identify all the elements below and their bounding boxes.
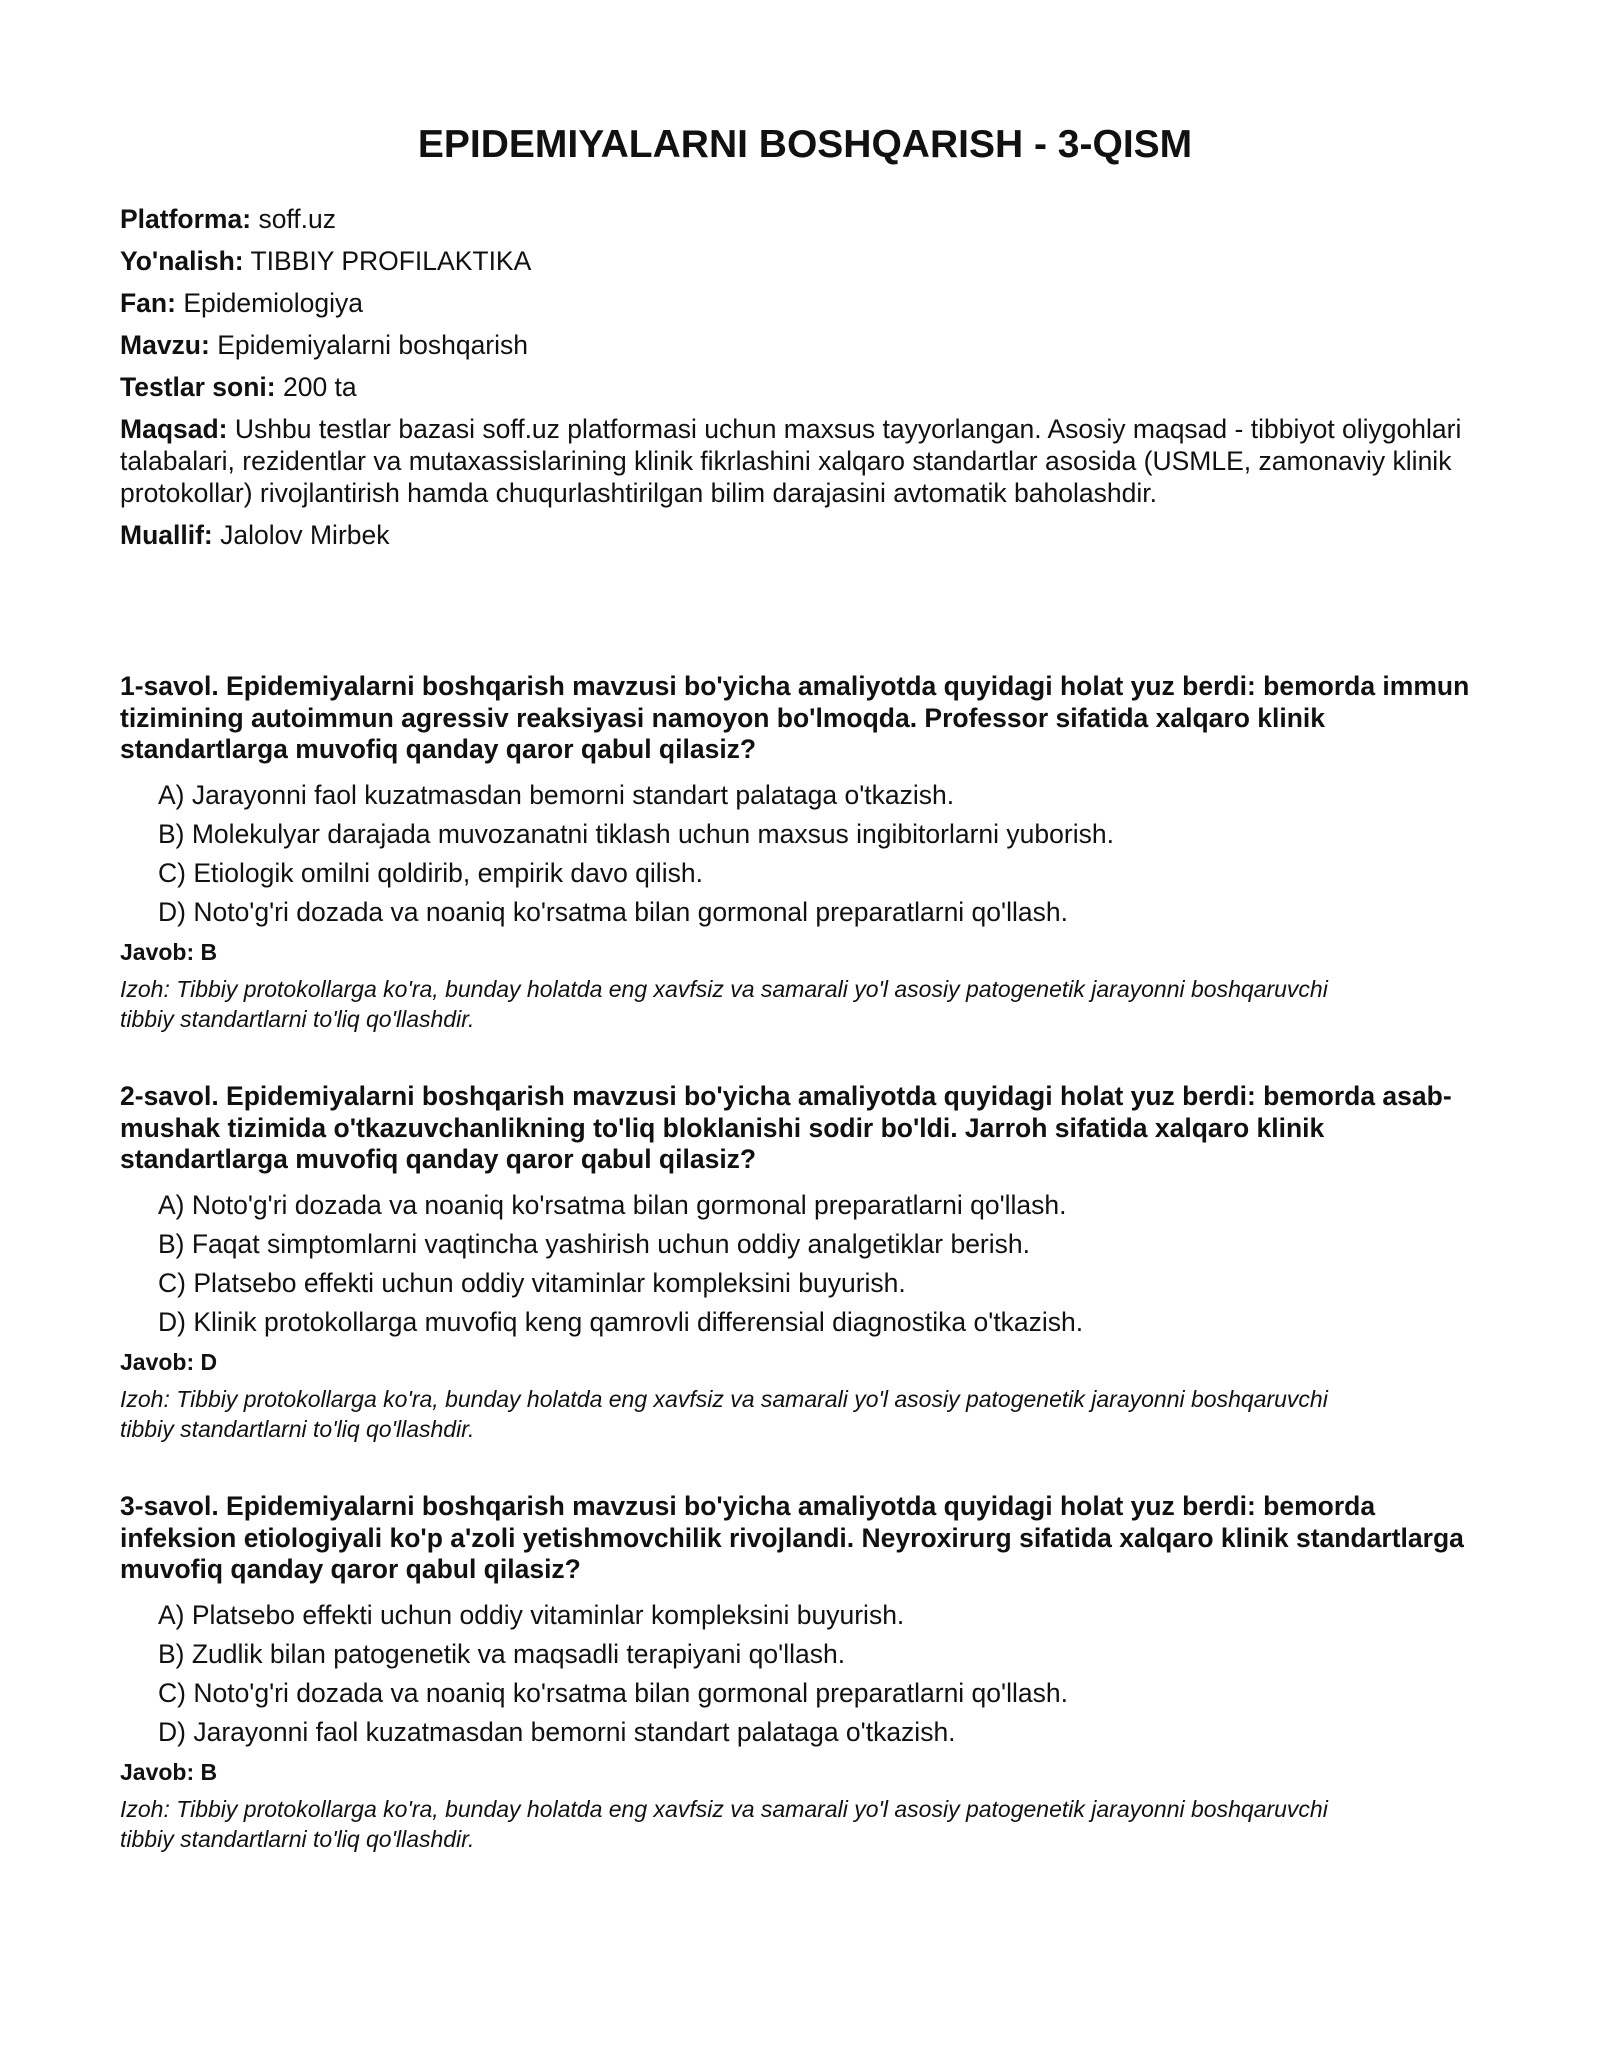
meta-label: Maqsad: bbox=[120, 414, 228, 444]
option-a: A) Jarayonni faol kuzatmasdan bemorni standart palataga o'tkazish. bbox=[158, 779, 955, 810]
option-d: D) Noto'g'ri dozada va noaniq ko'rsatma bilan gormonal preparatlarni qo'llash. bbox=[158, 896, 1068, 927]
meta-label: Muallif: bbox=[120, 520, 213, 550]
option-list bbox=[158, 1189, 1490, 1338]
meta-value: 200 ta bbox=[282, 372, 357, 402]
question-text: 3-savol. Epidemiyalarni boshqarish mavzusi bo'yicha amaliyotda quyidagi holat yuz berdi: bemorda infeksion etiologiyali ko'p a'zoli yetishmovchilik rivojlandi. Neyroxirurg sifatida xalqaro klinik standartlarga muvofiq qanday qaror qabul qilasiz? bbox=[120, 1491, 1464, 1584]
option-b: B) Molekulyar darajada muvozanatni tiklash uchun maxsus ingibitorlarni yuborish. bbox=[158, 818, 1114, 849]
answer-explanation: Izoh: Tibbiy protokollarga ko'ra, bunday holatda eng xavfsiz va samarali yo'l asosiy patogenetik jarayonni boshqaruvchi tibbiy standartlarni to'liq qo'llashdir. bbox=[120, 1385, 1328, 1442]
question-text: 1-savol. Epidemiyalarni boshqarish mavzusi bo'yicha amaliyotda quyidagi holat yuz berdi: bemorda immun tizimining autoimmun agressiv reaksiyasi namoyon bo'lmoqda. Professor sifatida xalqaro klinik standartlarga muvofiq qanday qaror qabul qilasiz? bbox=[120, 671, 1470, 764]
option-c: C) Etiologik omilni qoldirib, empirik davo qilish. bbox=[158, 857, 703, 888]
question-item bbox=[120, 1491, 1490, 1901]
meta-label: Mavzu: bbox=[120, 330, 210, 360]
option-c: C) Platsebo effekti uchun oddiy vitaminlar kompleksini buyurish. bbox=[158, 1267, 906, 1298]
option-list bbox=[158, 779, 1490, 928]
meta-label: Yo'nalish: bbox=[120, 246, 244, 276]
answer-key: Javob: B bbox=[120, 938, 218, 965]
meta-value: Jalolov Mirbek bbox=[220, 520, 390, 550]
answer-key: Javob: D bbox=[120, 1348, 218, 1375]
meta-direction bbox=[120, 245, 1480, 277]
question-text: 2-savol. Epidemiyalarni boshqarish mavzusi bo'yicha amaliyotda quyidagi holat yuz berdi: bemorda asab-mushak tizimida o'tkazuvchanlikning to'liq bloklanishi sodir bo'ldi. Jarroh sifatida xalqaro klinik standartlarga muvofiq qanday qaror qabul qilasiz? bbox=[120, 1081, 1452, 1174]
meta-author bbox=[120, 519, 1480, 551]
document-meta bbox=[120, 203, 1480, 561]
meta-label: Platforma: bbox=[120, 204, 252, 234]
answer-explanation: Izoh: Tibbiy protokollarga ko'ra, bunday holatda eng xavfsiz va samarali yo'l asosiy patogenetik jarayonni boshqaruvchi tibbiy standartlarni to'liq qo'llashdir. bbox=[120, 975, 1328, 1032]
meta-topic bbox=[120, 329, 1480, 361]
meta-value: Epidemiyalarni boshqarish bbox=[217, 330, 529, 360]
meta-label: Testlar soni: bbox=[120, 372, 276, 402]
document-title: EPIDEMIYALARNI BOSHQARISH - 3-QISM bbox=[417, 123, 1193, 166]
question-list bbox=[120, 671, 1490, 1901]
meta-value: soff.uz bbox=[258, 204, 337, 234]
answer-explanation: Izoh: Tibbiy protokollarga ko'ra, bunday holatda eng xavfsiz va samarali yo'l asosiy patogenetik jarayonni boshqaruvchi tibbiy standartlarni to'liq qo'llashdir. bbox=[120, 1795, 1328, 1852]
option-d: D) Jarayonni faol kuzatmasdan bemorni standart palataga o'tkazish. bbox=[158, 1716, 956, 1747]
option-d: D) Klinik protokollarga muvofiq keng qamrovli differensial diagnostika o'tkazish. bbox=[158, 1306, 1084, 1337]
meta-test-count bbox=[120, 371, 1480, 403]
option-a: A) Platsebo effekti uchun oddiy vitaminlar kompleksini buyurish. bbox=[158, 1599, 905, 1630]
meta-value: TIBBIY PROFILAKTIKA bbox=[250, 246, 532, 276]
question-item bbox=[120, 671, 1490, 1081]
meta-value: Epidemiologiya bbox=[183, 288, 364, 318]
option-b: B) Faqat simptomlarni vaqtincha yashirish uchun oddiy analgetiklar berish. bbox=[158, 1228, 1030, 1259]
answer-key: Javob: B bbox=[120, 1758, 218, 1785]
meta-subject bbox=[120, 287, 1480, 319]
meta-platform bbox=[120, 203, 1480, 235]
option-a: A) Noto'g'ri dozada va noaniq ko'rsatma bilan gormonal preparatlarni qo'llash. bbox=[158, 1189, 1067, 1220]
option-c: C) Noto'g'ri dozada va noaniq ko'rsatma bilan gormonal preparatlarni qo'llash. bbox=[158, 1677, 1068, 1708]
meta-value: Ushbu testlar bazasi soff.uz platformasi uchun maxsus tayyorlangan. Asosiy maqsad - tibbiyot oliygohlari talabalari, rezidentlar va mutaxassislarining klinik fikrlashini xalqaro standartlar asosida (USMLE, zamonaviy klinik protokollar) rivojlantirish hamda chuqurlashtirilgan bilim darajasini avtomatik baholashdir. bbox=[120, 414, 1462, 508]
option-b: B) Zudlik bilan patogenetik va maqsadli terapiyani qo'llash. bbox=[158, 1638, 846, 1669]
meta-label: Fan: bbox=[120, 288, 176, 318]
question-item bbox=[120, 1081, 1490, 1491]
meta-purpose bbox=[120, 413, 1480, 509]
option-list bbox=[158, 1599, 1490, 1748]
